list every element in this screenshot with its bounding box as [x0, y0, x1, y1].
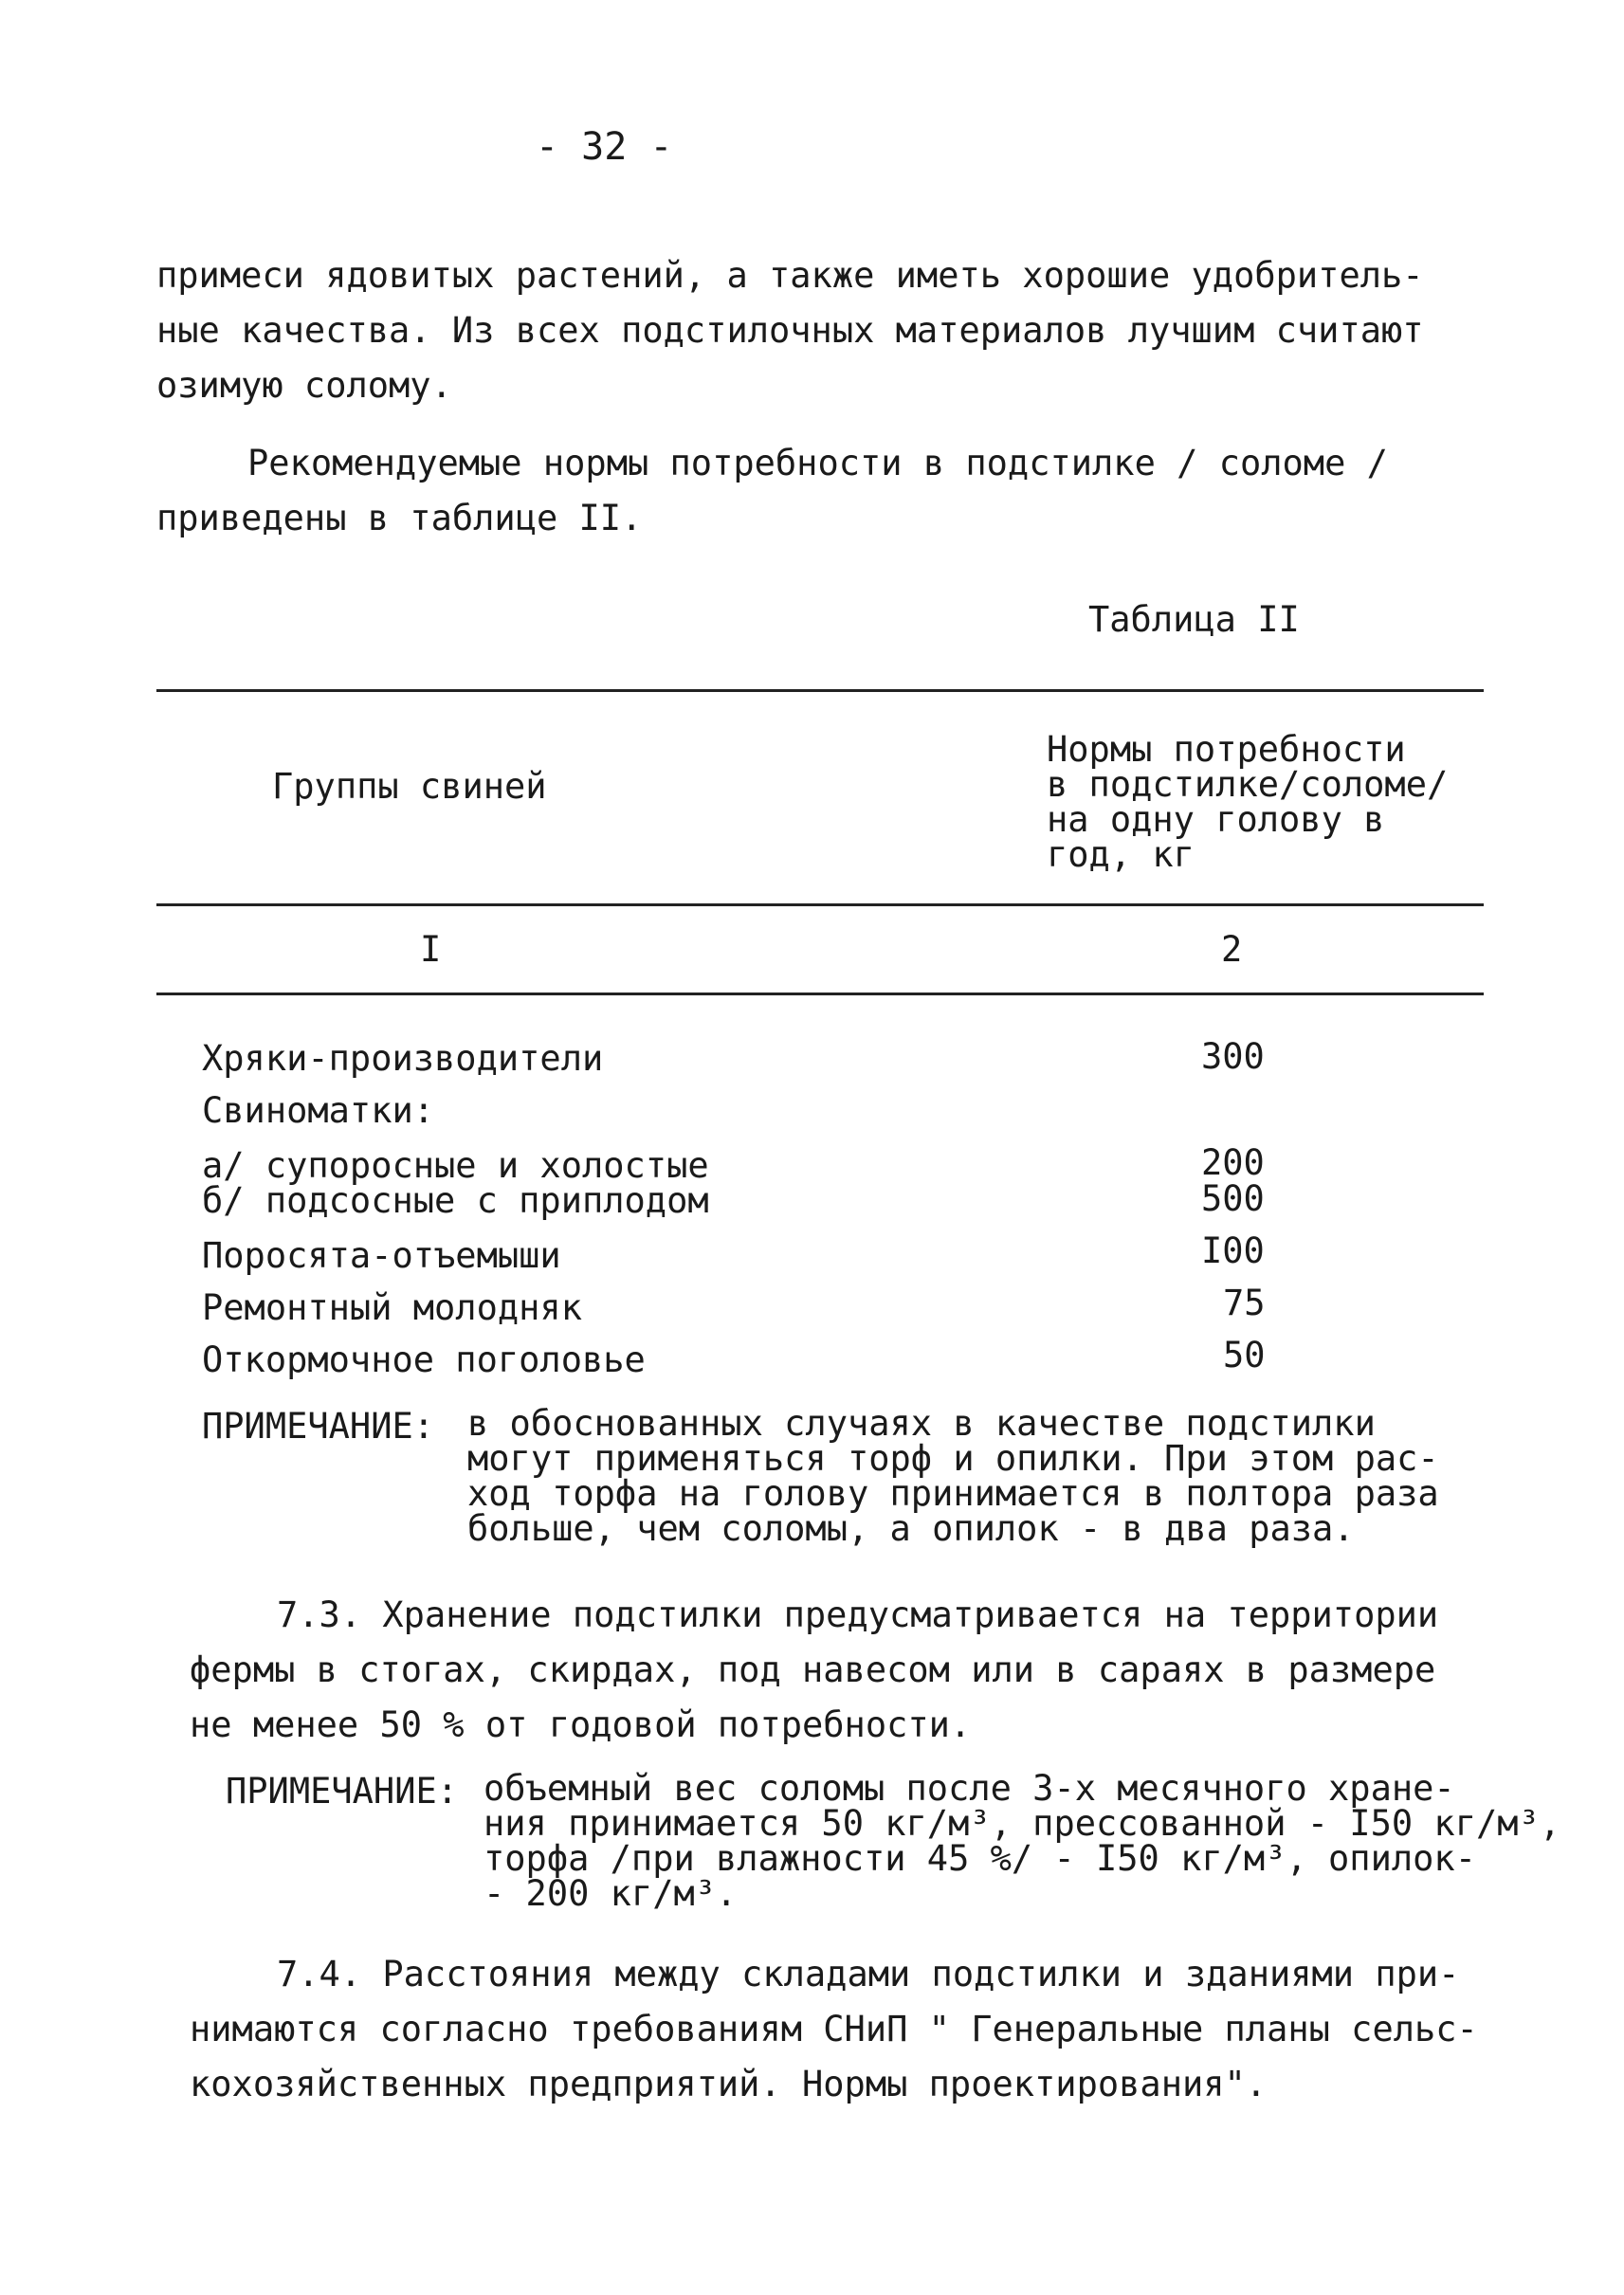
intro-paragraph: [156, 248, 1424, 413]
section-line: 7.3. Хранение подстилки предусматривается на территории: [277, 1594, 1439, 1635]
note-label: ПРИМЕЧАНИЕ:: [202, 1406, 435, 1447]
note-line: объемный вес соломы после 3-х месячного хране-: [484, 1768, 1455, 1809]
table-row-label: а/ супоросные и холостые: [202, 1145, 709, 1186]
table-row-label: Хряки-производители: [202, 1038, 604, 1079]
section-7-4: [190, 1947, 1478, 2112]
recommend-line: приведены в таблице II.: [156, 498, 643, 538]
recommend-line: Рекомендуемые нормы потребности в подстилке / соломе /: [247, 443, 1388, 483]
table-header-col2-line: в подстилке/соломе/: [1047, 764, 1449, 805]
section-line: фермы в стогах, скирдах, под навесом или в сараях в размере: [190, 1649, 1436, 1690]
note-text: [467, 1403, 1439, 1549]
section-line: нимаются согласно требованиям СНиП " Генеральные планы сельс-: [190, 2009, 1478, 2049]
table-header-col2: [1047, 729, 1449, 875]
table-header-col2-line: год, кг: [1047, 834, 1195, 875]
table-row-label: Ремонтный молодняк: [202, 1287, 582, 1328]
intro-line: озимую солому.: [156, 365, 452, 406]
table-header-col2-line: на одну голову в: [1047, 799, 1385, 840]
recommend-paragraph: [156, 436, 1388, 546]
section-7-3: [190, 1588, 1438, 1753]
intro-line: ные качества. Из всех подстилочных материалов лучшим считают: [156, 310, 1424, 351]
note-line: - 200 кг/м³.: [484, 1873, 738, 1914]
note-label: ПРИМЕЧАНИЕ:: [226, 1771, 459, 1812]
note-line: могут применяться торф и опилки. При этом рас-: [467, 1438, 1439, 1479]
page-number: - 32 -: [536, 125, 673, 169]
table-row-value: 50: [1223, 1335, 1266, 1375]
section-line: не менее 50 % от годовой потребности.: [190, 1704, 972, 1745]
table-colnum-1: I: [420, 929, 442, 970]
table-row-value: 200: [1201, 1142, 1265, 1183]
table-row-value: 75: [1223, 1283, 1266, 1323]
table-caption: Таблица II: [1088, 599, 1300, 640]
table-colnum-2: 2: [1221, 929, 1243, 970]
table-number-rule: [156, 993, 1484, 995]
note-line: торфа /при влажности 45 %/ - I50 кг/м³, опилок-: [484, 1838, 1476, 1879]
table-row-label: Свиноматки:: [202, 1090, 435, 1131]
table-header-col2-line: Нормы потребности: [1047, 729, 1406, 770]
table-row-value: I00: [1201, 1230, 1265, 1271]
table-top-rule: [156, 689, 1484, 692]
note-line: ния принимается 50 кг/м³, прессованной - I50 кг/м³,: [484, 1803, 1561, 1844]
table-header-rule: [156, 903, 1484, 906]
note-line: больше, чем соломы, а опилок - в два раза.: [467, 1508, 1355, 1549]
table-row-label: Поросята-отъемыши: [202, 1235, 561, 1276]
table-row-value: 300: [1201, 1036, 1265, 1077]
intro-line: примеси ядовитых растений, а также иметь хорошие удобритель-: [156, 255, 1424, 296]
note-line: в обоснованных случаях в качестве подстилки: [467, 1403, 1376, 1444]
section-line: 7.4. Расстояния между складами подстилки и зданиями при-: [277, 1954, 1460, 1994]
table-row-label: б/ подсосные с приплодом: [202, 1180, 709, 1221]
section-line: кохозяйственных предприятий. Нормы проектирования".: [190, 2064, 1268, 2104]
table-header-col1: Группы свиней: [272, 766, 547, 807]
table-row-label: Откормочное поголовье: [202, 1339, 646, 1380]
note-line: ход торфа на голову принимается в полтора раза: [467, 1473, 1439, 1514]
note-text: [484, 1768, 1561, 1914]
table-row-value: 500: [1201, 1178, 1265, 1219]
